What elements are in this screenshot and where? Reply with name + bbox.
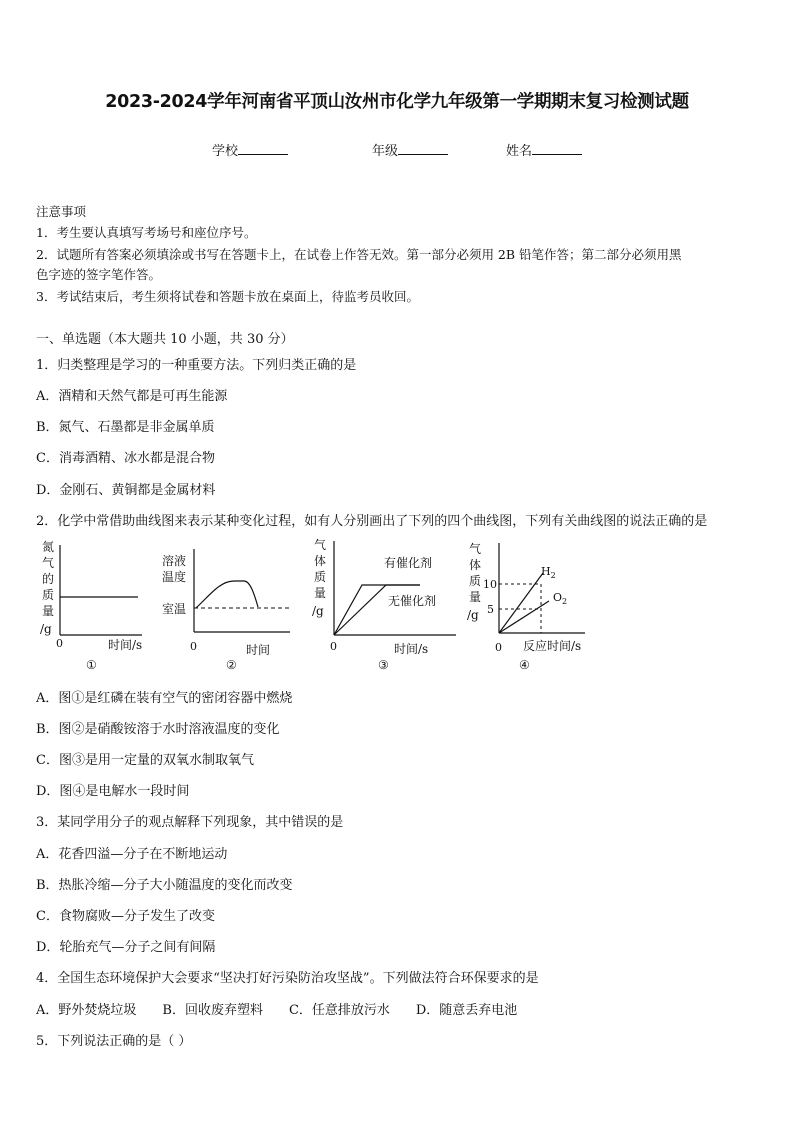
- g4-tick-10: 10: [483, 578, 497, 591]
- q1-option-d[interactable]: D．金刚石、黄铜都是金属材料: [36, 483, 216, 498]
- g3-curve-no-catalyst: [334, 585, 420, 635]
- g3-xlabel: 时间/s: [394, 642, 429, 656]
- page-title: 2023-2024学年河南省平顶山汝州市化学九年级第一学期期末复习检测试题: [105, 92, 689, 112]
- q3-option-d[interactable]: D．轮胎充气—分子之间有间隔: [36, 940, 216, 955]
- g2-ylabel-2: 温度: [162, 570, 187, 584]
- g2-xlabel: 时间: [246, 643, 271, 657]
- g2-number: ②: [226, 658, 237, 672]
- g3-ylabel-4: 量: [314, 586, 327, 600]
- q3-option-a[interactable]: A．花香四溢—分子在不断地运动: [36, 847, 228, 862]
- section-heading: 一、单选题（本大题共 10 小题，共 30 分）: [36, 332, 294, 347]
- q2-option-b[interactable]: B．图②是硝酸铵溶于水时溶液温度的变化: [36, 722, 280, 737]
- q1-option-c[interactable]: C．消毒酒精、冰水都是混合物: [36, 451, 215, 466]
- g4-label-h2-main: H: [541, 565, 551, 578]
- g3-ylabel-2: 体: [314, 554, 327, 568]
- q3-stem: 3．某同学用分子的观点解释下列现象，其中错误的是: [36, 815, 344, 830]
- g3-ylabel-3: 质: [314, 570, 327, 584]
- q1-option-a[interactable]: A．酒精和天然气都是可再生能源: [36, 389, 228, 404]
- g1-number: ①: [86, 658, 97, 672]
- g3-number: ③: [378, 658, 389, 672]
- notice-heading: 注意事项: [36, 204, 87, 219]
- name-blank[interactable]: [532, 142, 582, 155]
- g4-label-o2-main: O: [553, 591, 563, 604]
- graph-2: [160, 535, 295, 675]
- g4-origin: 0: [495, 641, 502, 654]
- g4-label-o2: [553, 591, 567, 606]
- q3-option-b[interactable]: B．热胀冷缩—分子大小随温度的变化而改变: [36, 878, 293, 893]
- notice-item-1: 1．考生要认真填写考场号和座位序号。: [36, 225, 257, 240]
- notice-item-2-cont: 色字迹的签字笔作答。: [36, 267, 162, 282]
- g4-label-h2: [541, 565, 556, 580]
- g2-origin: 0: [190, 640, 197, 653]
- g1-ylabel-6: /g: [40, 622, 52, 636]
- q1-stem: 1．归类整理是学习的一种重要方法。下列归类正确的是: [36, 358, 357, 373]
- g4-label-h2-sub: 2: [550, 571, 556, 580]
- g4-ylabel-1: 气: [469, 542, 482, 556]
- graph-1: [38, 535, 148, 675]
- g3-curve-catalyst: [334, 585, 420, 635]
- school-field: [212, 140, 288, 159]
- g2-ref-label: 室温: [162, 602, 187, 616]
- q2-stem: 2．化学中常借助曲线图来表示某种变化过程，如有人分别画出了下列的四个曲线图，下列有关曲线图的说法正确的是: [36, 514, 708, 529]
- graph-4: [465, 535, 590, 675]
- g4-xlabel: 反应时间/s: [523, 639, 582, 653]
- g4-tick-5: 5: [487, 603, 494, 616]
- g3-ylabel-5: /g: [312, 604, 324, 618]
- g4-ylabel-3: 质: [469, 574, 482, 588]
- name-label: 姓名: [506, 144, 533, 159]
- grade-field: [372, 140, 448, 159]
- g4-curve-h2: [499, 573, 543, 633]
- q2-option-d[interactable]: D．图④是电解水一段时间: [36, 784, 190, 799]
- q5-stem: 5．下列说法正确的是（ ）: [36, 1034, 192, 1049]
- q1-option-b[interactable]: B．氮气、石墨都是非金属单质: [36, 420, 215, 435]
- q2-option-a[interactable]: A．图①是红磷在装有空气的密闭容器中燃烧: [36, 691, 293, 706]
- name-field: [506, 140, 582, 159]
- g1-origin: 0: [56, 637, 63, 650]
- g3-label-catalyst: 有催化剂: [384, 556, 433, 570]
- g4-ylabel-2: 体: [469, 558, 482, 572]
- grade-blank[interactable]: [398, 142, 448, 155]
- g3-origin: 0: [330, 640, 337, 653]
- g4-ylabel-4: 量: [469, 590, 482, 604]
- notice-item-3: 3．考试结束后，考生须将试卷和答题卡放在桌面上，待监考员收回。: [36, 289, 419, 304]
- q3-option-c[interactable]: C．食物腐败—分子发生了改变: [36, 909, 215, 924]
- g3-label-no-catalyst: 无催化剂: [388, 594, 437, 608]
- g2-ylabel-1: 溶液: [162, 554, 187, 568]
- q4-options[interactable]: A．野外焚烧垃圾 B．回收废弃塑料 C．任意排放污水 D．随意丢弃电池: [36, 1003, 518, 1018]
- g1-ylabel-1: 氮: [42, 540, 55, 554]
- g4-label-o2-sub: 2: [562, 597, 568, 606]
- school-label: 学校: [212, 144, 239, 159]
- grade-label: 年级: [372, 144, 399, 159]
- graph-3: [310, 535, 460, 675]
- g1-ylabel-2: 气: [42, 556, 55, 570]
- g1-ylabel-3: 的: [42, 572, 55, 586]
- g4-ylabel-5: /g: [467, 608, 479, 622]
- g1-ylabel-5: 量: [42, 604, 55, 618]
- school-blank[interactable]: [238, 142, 288, 155]
- notice-item-2: 2．试题所有答案必须填涂或书写在答题卡上，在试卷上作答无效。第一部分必须用 2B 铅笔作答；第二部分必须用黑: [36, 247, 682, 262]
- q4-stem: 4．全国生态环境保护大会要求“坚决打好污染防治攻坚战”。下列做法符合环保要求的是: [36, 971, 539, 986]
- g2-curve: [196, 581, 258, 608]
- q2-option-c[interactable]: C．图③是用一定量的双氧水制取氧气: [36, 753, 254, 768]
- g1-xlabel: 时间/s: [108, 638, 143, 652]
- g3-ylabel-1: 气: [314, 538, 327, 552]
- g1-ylabel-4: 质: [42, 588, 55, 602]
- g4-number: ④: [519, 658, 530, 672]
